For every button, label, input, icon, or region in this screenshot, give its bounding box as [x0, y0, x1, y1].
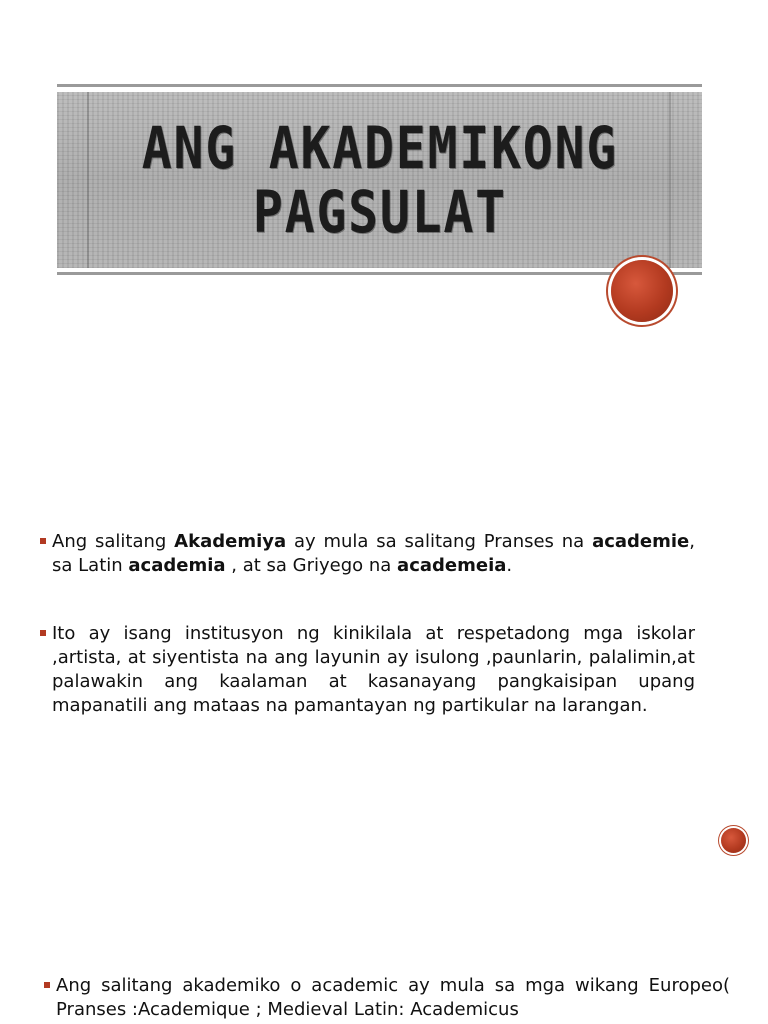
- bold-term: academie: [592, 531, 690, 552]
- title-banner: [57, 92, 702, 268]
- banner-panel-divider: [87, 92, 89, 268]
- bold-term: academeia: [397, 555, 507, 576]
- bullet-marker-icon: [40, 630, 46, 636]
- decorative-red-circle: [611, 260, 673, 322]
- bold-term: academia: [128, 555, 226, 576]
- banner-top-rule: [57, 84, 702, 87]
- bullet-akademiya: [40, 530, 695, 578]
- slide-title-line2: PAGSULAT: [252, 178, 507, 246]
- text-run: , at sa Griyego na: [225, 555, 398, 576]
- bullet-text-2: Ito ay isang institusyon ng kinikilala at respetadong mga iskolar ,artista, at siyentista na ang layunin ay isulong ,paunlarin, palalimin,at palawakin ang kaalaman at kasanayang pangkaisipan upang mapanatili ang mataas na pamantayan ng partikular na larangan.: [52, 623, 695, 716]
- slide-title-line1: ANG AKADEMIKONG: [141, 114, 618, 182]
- decorative-red-circle-small: [721, 828, 746, 853]
- bullet-akademiko: [44, 974, 730, 1022]
- slide-title: [141, 116, 617, 244]
- bullet-marker-icon: [44, 982, 50, 988]
- bullet-text-3: Ang salitang akademiko o academic ay mula sa mga wikang Europeo( Pranses :Academique ; Medieval Latin: Academicus: [56, 975, 730, 1020]
- text-run: Ang salitang: [52, 531, 175, 552]
- bullet-text-1: [52, 530, 695, 578]
- text-run: ay mula sa salitang Pranses na: [286, 531, 593, 552]
- banner-panel-divider: [669, 92, 671, 268]
- text-run: , sa Latin: [52, 531, 695, 576]
- text-run: .: [506, 555, 513, 576]
- bullet-institusyon: [40, 622, 695, 718]
- banner-bottom-rule: [57, 272, 702, 275]
- bullet-marker-icon: [40, 538, 46, 544]
- bold-term: Akademiya: [174, 531, 287, 552]
